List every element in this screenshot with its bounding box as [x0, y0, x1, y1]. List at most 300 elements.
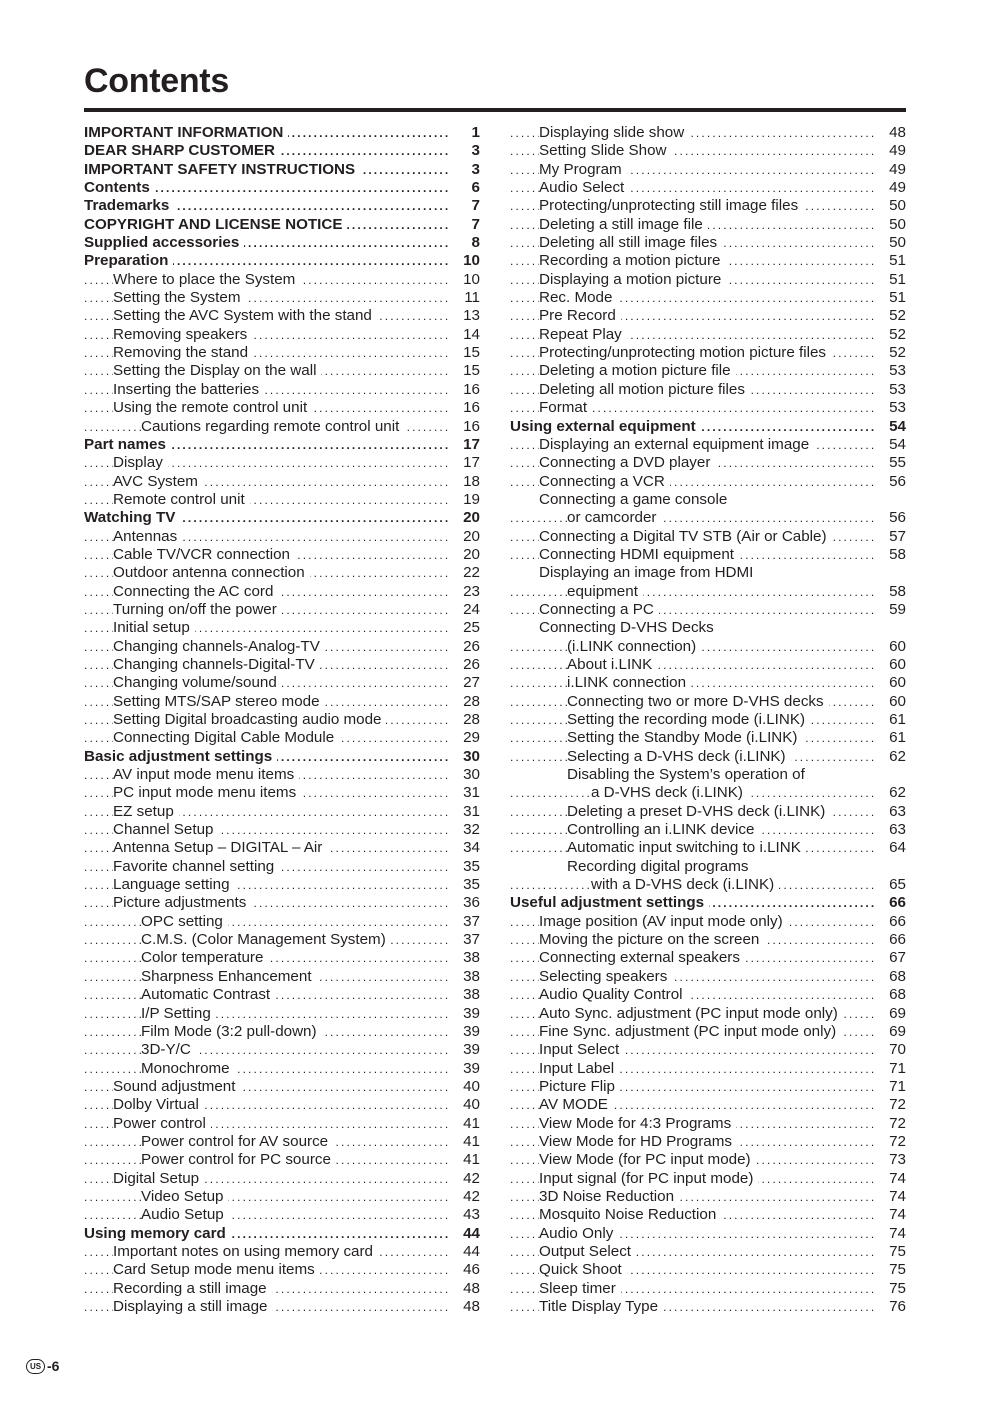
toc-entry-title: Selecting a D-VHS deck (i.LINK): [567, 748, 791, 765]
toc-entry[interactable]: [510, 583, 906, 601]
toc-entry-title: Preparation: [84, 252, 173, 269]
toc-entry[interactable]: [84, 1170, 480, 1188]
toc-entry[interactable]: [510, 1298, 906, 1316]
toc-entry[interactable]: [510, 729, 906, 747]
toc-entry-page: 60: [876, 656, 906, 674]
toc-entry[interactable]: [84, 1298, 480, 1316]
toc-entry[interactable]: [84, 344, 480, 362]
toc-entry[interactable]: [84, 1078, 480, 1096]
toc-entry-title: Contents: [84, 179, 155, 196]
toc-entry-title: Deleting a preset D-VHS deck (i.LINK): [567, 803, 830, 820]
toc-entry-page: 3: [450, 142, 480, 160]
toc-entry-page: 51: [876, 289, 906, 307]
toc-entry[interactable]: [510, 949, 906, 967]
toc-entry[interactable]: [510, 1188, 906, 1206]
toc-entry-title: Audio Select: [539, 179, 629, 196]
toc-entry-page: 37: [450, 913, 480, 931]
toc-entry-title: Displaying slide show: [539, 124, 689, 141]
toc-entry-page: 20: [450, 528, 480, 546]
toc-entry-title: I/P Setting: [141, 1005, 216, 1022]
toc-entry-title: Initial setup: [113, 619, 195, 636]
toc-entry-page: 69: [876, 1023, 906, 1041]
toc-entry-page: 51: [876, 271, 906, 289]
toc-entry-page: 63: [876, 803, 906, 821]
toc-entry-title: Part names: [84, 436, 171, 453]
toc-entry[interactable]: [84, 1096, 480, 1114]
toc-entry-page: 49: [876, 142, 906, 160]
toc-entry[interactable]: [84, 986, 480, 1004]
toc-entry[interactable]: [510, 638, 906, 656]
toc-entry[interactable]: [84, 638, 480, 656]
toc-entry[interactable]: [510, 674, 906, 692]
toc-entry-title: IMPORTANT INFORMATION: [84, 124, 288, 141]
toc-entry-title: Connecting a Digital TV STB (Air or Cable): [539, 528, 832, 545]
toc-entry[interactable]: [510, 931, 906, 949]
toc-entry-title: Moving the picture on the screen: [539, 931, 764, 948]
toc-entry[interactable]: [510, 968, 906, 986]
toc-entry[interactable]: [84, 656, 480, 674]
toc-entry-page: 30: [450, 766, 480, 784]
toc-entry-title: Output Select: [539, 1243, 636, 1260]
toc-entry-page: 42: [450, 1188, 480, 1206]
toc-entry-page: 72: [876, 1096, 906, 1114]
toc-entry-title: Input signal (for PC input mode): [539, 1170, 758, 1187]
toc-entry-page: 66: [876, 913, 906, 931]
toc-entry[interactable]: [84, 784, 480, 802]
toc-entry[interactable]: [84, 473, 480, 491]
toc-entry[interactable]: [510, 234, 906, 252]
toc-entry[interactable]: [84, 1133, 480, 1151]
toc-entry-page: 54: [876, 418, 906, 436]
toc-entry[interactable]: [84, 491, 480, 509]
toc-entry[interactable]: [510, 491, 906, 509]
toc-entry-page: 27: [450, 674, 480, 692]
toc-entry-page: 48: [876, 124, 906, 142]
toc-entry[interactable]: [510, 161, 906, 179]
toc-entry-page: 49: [876, 161, 906, 179]
toc-entry-page: 40: [450, 1078, 480, 1096]
toc-entry[interactable]: [84, 711, 480, 729]
toc-entry[interactable]: [84, 528, 480, 546]
toc-entry-page: 16: [450, 381, 480, 399]
toc-entry-page: 31: [450, 803, 480, 821]
toc-entry-page: 62: [876, 784, 906, 802]
toc-entry-title: Displaying a still image: [113, 1298, 272, 1315]
toc-entry[interactable]: [510, 619, 906, 637]
toc-entry[interactable]: [510, 1261, 906, 1279]
toc-entry[interactable]: [510, 711, 906, 729]
toc-entry[interactable]: [84, 1206, 480, 1224]
toc-entry[interactable]: [510, 1280, 906, 1298]
toc-entry-title: Card Setup mode menu items: [113, 1261, 320, 1278]
toc-entry[interactable]: [84, 766, 480, 784]
toc-entry[interactable]: [84, 1060, 480, 1078]
toc-entry-title: My Program: [539, 161, 627, 178]
toc-entry-title: Digital Setup: [113, 1170, 204, 1187]
toc-entry[interactable]: [510, 528, 906, 546]
toc-entry[interactable]: [84, 454, 480, 472]
toc-entry-page: 28: [450, 693, 480, 711]
toc-entry-page: 43: [450, 1206, 480, 1224]
toc-entry[interactable]: [510, 362, 906, 380]
toc-entry-title: Connecting a VCR: [539, 473, 670, 490]
toc-entry[interactable]: [84, 1243, 480, 1261]
toc-entry-title: Picture adjustments: [113, 894, 251, 911]
toc-entry[interactable]: [510, 766, 906, 784]
toc-entry-page: 14: [450, 326, 480, 344]
toc-entry[interactable]: [84, 729, 480, 747]
toc-entry[interactable]: [510, 344, 906, 362]
toc-entry-title: Trademarks: [84, 197, 174, 214]
toc-entry-title: Audio Setup: [141, 1206, 229, 1223]
toc-entry[interactable]: [510, 1041, 906, 1059]
toc-entry-title: Selecting speakers: [539, 968, 672, 985]
toc-entry[interactable]: [510, 289, 906, 307]
toc-entry-page: 7: [450, 216, 480, 234]
toc-entry[interactable]: [84, 619, 480, 637]
toc-entry-title: Where to place the System: [113, 271, 300, 288]
toc-entry[interactable]: [510, 858, 906, 876]
toc-entry-title: Displaying an external equipment image: [539, 436, 814, 453]
toc-entry[interactable]: [84, 307, 480, 325]
toc-entry-page: 44: [450, 1243, 480, 1261]
toc-entry-title: Connecting a DVD player: [539, 454, 715, 471]
toc-entry-title: Setting the Standby Mode (i.LINK): [567, 729, 802, 746]
toc-entry-title: Displaying an image from HDMI: [539, 564, 758, 581]
toc-entry-title: COPYRIGHT AND LICENSE NOTICE: [84, 216, 347, 233]
toc-entry-page: 30: [450, 748, 480, 766]
toc-section-heading[interactable]: [510, 418, 906, 436]
toc-entry[interactable]: [84, 1005, 480, 1023]
toc-section-heading[interactable]: [84, 252, 480, 270]
toc-entry[interactable]: [510, 307, 906, 325]
toc-entry-page: 15: [450, 362, 480, 380]
toc-entry-page: 26: [450, 638, 480, 656]
toc-entry-title: Antennas: [113, 528, 182, 545]
toc-entry-title: Power control for AV source: [141, 1133, 333, 1150]
toc-entry-title: Connecting a PC: [539, 601, 659, 618]
toc-entry[interactable]: [510, 564, 906, 582]
toc-entry[interactable]: [84, 583, 480, 601]
toc-entry-title: View Mode for 4:3 Programs: [539, 1115, 736, 1132]
toc-entry-title: Changing channels-Digital-TV: [113, 656, 320, 673]
toc-entry-title: Setting the recording mode (i.LINK): [567, 711, 810, 728]
toc-entry-title: Channel Setup: [113, 821, 218, 838]
toc-entry[interactable]: [510, 601, 906, 619]
toc-entry-page: 20: [450, 546, 480, 564]
toc-section-heading[interactable]: [84, 161, 480, 179]
toc-entry-page: 70: [876, 1041, 906, 1059]
toc-entry-page: 56: [876, 473, 906, 491]
title-divider: [84, 108, 906, 112]
toc-entry-page: 72: [876, 1115, 906, 1133]
toc-entry-page: 61: [876, 711, 906, 729]
toc-entry-page: 71: [876, 1060, 906, 1078]
toc-entry[interactable]: [84, 693, 480, 711]
toc-entry[interactable]: [84, 564, 480, 582]
toc-entry[interactable]: [84, 381, 480, 399]
toc-entry-page: 48: [450, 1298, 480, 1316]
toc-entry-page: 60: [876, 693, 906, 711]
toc-entry-page: 66: [876, 894, 906, 912]
toc-entry[interactable]: [510, 1078, 906, 1096]
toc-entry-title: Video Setup: [141, 1188, 228, 1205]
toc-entry-title: Color temperature: [141, 949, 268, 966]
toc-entry-page: 39: [450, 1060, 480, 1078]
toc-entry[interactable]: [84, 1041, 480, 1059]
toc-entry-title: IMPORTANT SAFETY INSTRUCTIONS: [84, 161, 360, 178]
toc-entry[interactable]: [510, 179, 906, 197]
toc-entry[interactable]: [510, 252, 906, 270]
toc-entry-title: Connecting HDMI equipment: [539, 546, 739, 563]
toc-entry[interactable]: [84, 968, 480, 986]
toc-column-right: [510, 124, 906, 1316]
toc-entry-page: 55: [876, 454, 906, 472]
toc-entry-page: 52: [876, 344, 906, 362]
toc-entry-page: 3: [450, 161, 480, 179]
toc-section-heading[interactable]: [84, 748, 480, 766]
toc-entry-page: 74: [876, 1225, 906, 1243]
toc-section-heading[interactable]: [84, 436, 480, 454]
toc-entry-page: 59: [876, 601, 906, 619]
toc-entry[interactable]: [84, 839, 480, 857]
toc-entry-page: 69: [876, 1005, 906, 1023]
toc-entry[interactable]: [510, 986, 906, 1004]
toc-entry-title: equipment: [567, 583, 643, 600]
toc-entry-title: OPC setting: [141, 913, 228, 930]
toc-entry-page: 39: [450, 1041, 480, 1059]
toc-entry-title: Watching TV: [84, 509, 180, 526]
toc-entry[interactable]: [510, 839, 906, 857]
toc-entry[interactable]: [510, 1225, 906, 1243]
toc-entry[interactable]: [510, 216, 906, 234]
toc-entry-title: Image position (AV input mode only): [539, 913, 788, 930]
toc-entry-page: 75: [876, 1243, 906, 1261]
toc-entry-title: with a D-VHS deck (i.LINK): [591, 876, 779, 893]
toc-entry-title: Recording a motion picture: [539, 252, 726, 269]
toc-entry[interactable]: [84, 546, 480, 564]
toc-entry[interactable]: [510, 124, 906, 142]
toc-entry-page: 19: [450, 491, 480, 509]
toc-entry[interactable]: [510, 473, 906, 491]
toc-entry[interactable]: [84, 894, 480, 912]
toc-section-heading[interactable]: [510, 894, 906, 912]
toc-entry[interactable]: [510, 656, 906, 674]
toc-entry[interactable]: [510, 326, 906, 344]
toc-entry-page: 66: [876, 931, 906, 949]
toc-section-heading[interactable]: [84, 142, 480, 160]
toc-entry-page: 18: [450, 473, 480, 491]
toc-entry[interactable]: [84, 876, 480, 894]
toc-entry-page: 41: [450, 1151, 480, 1169]
toc-entry[interactable]: [510, 399, 906, 417]
toc-entry-page: 6: [450, 179, 480, 197]
toc-entry-title: Deleting all motion picture files: [539, 381, 750, 398]
toc-entry[interactable]: [510, 1206, 906, 1224]
toc-entry-page: 31: [450, 784, 480, 802]
toc-entry[interactable]: [510, 1060, 906, 1078]
toc-entry[interactable]: [510, 1151, 906, 1169]
toc-entry-title: Deleting a still image file: [539, 216, 708, 233]
toc-entry[interactable]: [510, 197, 906, 215]
toc-section-heading[interactable]: [84, 1225, 480, 1243]
toc-entry[interactable]: [84, 1115, 480, 1133]
toc-entry-page: 67: [876, 949, 906, 967]
toc-entry-title: or camcorder: [567, 509, 661, 526]
toc-entry-page: 75: [876, 1261, 906, 1279]
toc-entry-title: Removing speakers: [113, 326, 252, 343]
toc-entry-page: 60: [876, 674, 906, 692]
toc-entry-title: Outdoor antenna connection: [113, 564, 310, 581]
toc-entry[interactable]: [510, 1243, 906, 1261]
toc-entry[interactable]: [84, 289, 480, 307]
toc-entry-page: 1: [450, 124, 480, 142]
toc-entry-page: 58: [876, 546, 906, 564]
toc-entry-page: 35: [450, 876, 480, 894]
toc-entry-page: 71: [876, 1078, 906, 1096]
toc-entry[interactable]: [510, 546, 906, 564]
toc-entry-page: 50: [876, 234, 906, 252]
toc-entry[interactable]: [84, 821, 480, 839]
toc-entry-title: Remote control unit: [113, 491, 250, 508]
toc-entry-page: 68: [876, 968, 906, 986]
toc-entry-page: 16: [450, 418, 480, 436]
toc-entry-page: 11: [450, 289, 480, 307]
toc-entry-page: 61: [876, 729, 906, 747]
toc-entry-page: 56: [876, 509, 906, 527]
toc-entry-title: 3D Noise Reduction: [539, 1188, 679, 1205]
toc-entry-title: AV input mode menu items: [113, 766, 299, 783]
toc-entry-title: Using memory card: [84, 1225, 231, 1242]
toc-entry-title: View Mode for HD Programs: [539, 1133, 737, 1150]
toc-entry-title: Pre Record: [539, 307, 621, 324]
toc-entry-title: C.M.S. (Color Management System): [141, 931, 391, 948]
toc-entry[interactable]: [84, 326, 480, 344]
toc-entry[interactable]: [510, 454, 906, 472]
toc-entry-page: 41: [450, 1115, 480, 1133]
toc-entry[interactable]: [510, 803, 906, 821]
toc-entry-page: 46: [450, 1261, 480, 1279]
toc-entry[interactable]: [510, 876, 906, 894]
toc-entry-title: Important notes on using memory card: [113, 1243, 378, 1260]
toc-entry-page: 16: [450, 399, 480, 417]
toc-entry-page: 57: [876, 528, 906, 546]
toc-entry[interactable]: [510, 436, 906, 454]
toc-entry[interactable]: [510, 381, 906, 399]
toc-entry[interactable]: [510, 142, 906, 160]
toc-entry[interactable]: [510, 271, 906, 289]
toc-entry[interactable]: [84, 674, 480, 692]
toc-section-heading[interactable]: [84, 509, 480, 527]
toc-entry[interactable]: [510, 1005, 906, 1023]
toc-entry[interactable]: [510, 509, 906, 527]
toc-entry[interactable]: [510, 784, 906, 802]
toc-entry-title: Setting MTS/SAP stereo mode: [113, 693, 325, 710]
toc-entry-page: 26: [450, 656, 480, 674]
toc-section-heading[interactable]: [84, 216, 480, 234]
toc-entry[interactable]: [84, 418, 480, 436]
toc-entry-page: 74: [876, 1206, 906, 1224]
toc-entry[interactable]: [510, 913, 906, 931]
toc-entry-page: 39: [450, 1023, 480, 1041]
toc-entry-page: 29: [450, 729, 480, 747]
toc-entry-title: Automatic input switching to i.LINK: [567, 839, 806, 856]
toc-entry[interactable]: [84, 1151, 480, 1169]
toc-entry-title: Sound adjustment: [113, 1078, 240, 1095]
toc-entry-title: Turning on/off the power: [113, 601, 282, 618]
toc-section-heading[interactable]: [84, 197, 480, 215]
toc-entry[interactable]: [84, 1280, 480, 1298]
toc-entry[interactable]: [510, 821, 906, 839]
toc-section-heading[interactable]: [84, 234, 480, 252]
toc-entry[interactable]: [510, 1170, 906, 1188]
toc-entry-title: Controlling an i.LINK device: [567, 821, 759, 838]
toc-entry[interactable]: [84, 271, 480, 289]
toc-entry-title: Recording a still image: [113, 1280, 272, 1297]
toc-entry-page: 13: [450, 307, 480, 325]
toc-entry-title: Connecting two or more D-VHS decks: [567, 693, 829, 710]
toc-entry-page: 25: [450, 619, 480, 637]
toc-entry-title: AVC System: [113, 473, 203, 490]
toc-entry[interactable]: [84, 399, 480, 417]
toc-entry-page: 74: [876, 1170, 906, 1188]
toc-entry-title: Disabling the System’s operation of: [567, 766, 810, 783]
toc-entry-page: 42: [450, 1170, 480, 1188]
toc-entry[interactable]: [84, 858, 480, 876]
toc-entry-title: Power control: [113, 1115, 211, 1132]
toc-entry-page: 73: [876, 1151, 906, 1169]
toc-entry[interactable]: [84, 913, 480, 931]
toc-entry-page: 40: [450, 1096, 480, 1114]
toc-entry[interactable]: [84, 362, 480, 380]
toc-entry[interactable]: [510, 748, 906, 766]
toc-entry[interactable]: [510, 1115, 906, 1133]
toc-entry[interactable]: [510, 1133, 906, 1151]
toc-entry-title: Auto Sync. adjustment (PC input mode only): [539, 1005, 843, 1022]
toc-entry-page: 10: [450, 271, 480, 289]
toc-entry[interactable]: [510, 693, 906, 711]
toc-column-left: [84, 124, 480, 1316]
toc-entry-title: Connecting external speakers: [539, 949, 745, 966]
toc-entry-title: Repeat Play: [539, 326, 627, 343]
toc-entry-page: 72: [876, 1133, 906, 1151]
toc-entry-title: Connecting Digital Cable Module: [113, 729, 339, 746]
toc-entry-page: 8: [450, 234, 480, 252]
toc-entry-title: Mosquito Noise Reduction: [539, 1206, 721, 1223]
toc-entry-title: Setting the AVC System with the stand: [113, 307, 377, 324]
toc-entry-title: a D-VHS deck (i.LINK): [591, 784, 748, 801]
toc-entry[interactable]: [84, 1188, 480, 1206]
toc-entry-page: 53: [876, 399, 906, 417]
toc-entry[interactable]: [84, 1261, 480, 1279]
toc-entry-title: Quick Shoot: [539, 1261, 627, 1278]
toc-entry-page: 17: [450, 436, 480, 454]
toc-entry[interactable]: [84, 1023, 480, 1041]
toc-entry-title: Setting Digital broadcasting audio mode: [113, 711, 386, 728]
toc-entry-title: Setting the Display on the wall: [113, 362, 321, 379]
toc-section-heading[interactable]: [84, 179, 480, 197]
toc-entry[interactable]: [84, 949, 480, 967]
toc-entry[interactable]: [510, 1096, 906, 1114]
toc-entry-title: Changing volume/sound: [113, 674, 282, 691]
toc-entry[interactable]: [84, 601, 480, 619]
toc-entry[interactable]: [510, 1023, 906, 1041]
toc-entry-page: 38: [450, 968, 480, 986]
toc-entry[interactable]: [84, 803, 480, 821]
toc-section-heading[interactable]: [84, 124, 480, 142]
toc-entry[interactable]: [84, 931, 480, 949]
toc-entry-title: Film Mode (3:2 pull-down): [141, 1023, 322, 1040]
